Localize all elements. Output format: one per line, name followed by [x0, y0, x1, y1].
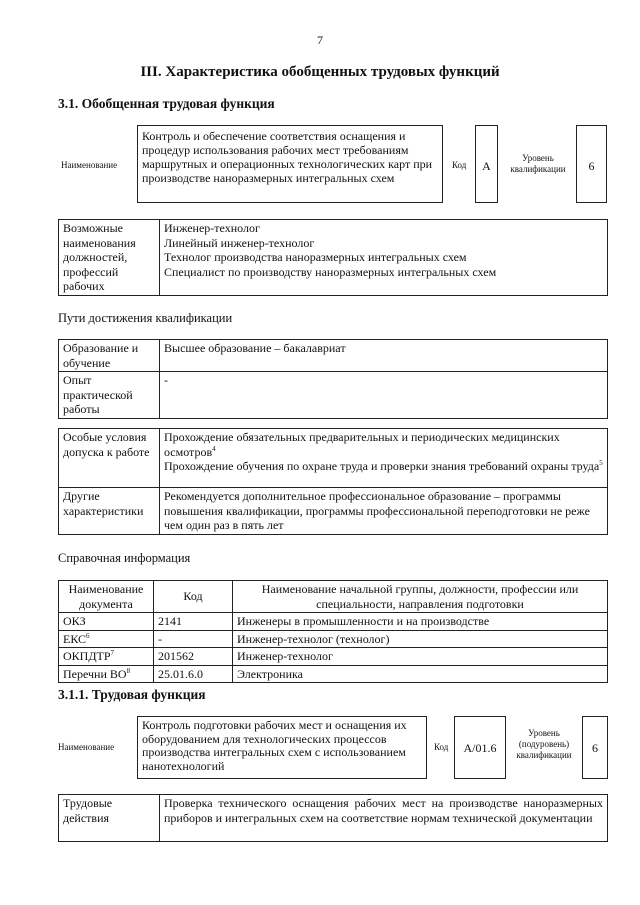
- gtf-level-value: 6: [576, 125, 607, 203]
- actions-value: Проверка технического оснащения рабочих мест на производстве наноразмерных приборов и интегральных схем на соответствие нормам технической документации: [160, 795, 608, 842]
- tf-level-label: Уровень (подуровень) квалификации: [516, 728, 572, 760]
- other-characteristics-label: Другие характеристики: [59, 488, 160, 535]
- actions-label: Трудовые действия: [59, 795, 160, 842]
- gtf-name-label: Наименование: [61, 160, 118, 170]
- ref-name: Электроника: [233, 665, 608, 683]
- ref-name: Инженеры в промышленности и на производстве: [233, 613, 608, 631]
- footnote-7: 7: [110, 649, 115, 657]
- footnote-6: 6: [86, 631, 90, 640]
- position-item: Технолог производства наноразмерных интегральных схем: [164, 250, 467, 264]
- position-item: Инженер-технолог: [164, 221, 260, 235]
- tf-code-label: Код: [434, 742, 449, 752]
- footnote-5: 5: [599, 459, 603, 467]
- table-row: [59, 613, 608, 631]
- special-line-2: Прохождение обучения по охране труда и проверки знания требований охраны труда: [164, 459, 600, 473]
- gtf-code-label: Код: [452, 160, 467, 170]
- position-item: Линейный инженер-технолог: [164, 235, 315, 250]
- ref-code: -: [154, 630, 233, 648]
- ref-col-name: Наименование начальной группы, должности, профессии или специальности, направления подготовки: [233, 581, 608, 613]
- ref-col-code: Код: [154, 581, 233, 613]
- footnote-8: 8: [126, 666, 131, 675]
- actions-table: [58, 794, 608, 842]
- footnote-4: 4: [212, 444, 216, 453]
- reference-table: [58, 580, 608, 683]
- gtf-code-value: А: [475, 125, 498, 203]
- special-conditions-label: Особые условия допуска к работе: [59, 429, 160, 488]
- paths-table: [58, 339, 608, 419]
- special-conditions-value: [160, 429, 608, 488]
- ref-code: 25.01.6.0: [154, 665, 233, 683]
- ref-doc: ОКЗ: [63, 614, 86, 628]
- education-label: Образование и обучение: [59, 340, 160, 372]
- ref-doc: Перечни ВО: [63, 666, 127, 681]
- table-row: [59, 630, 608, 648]
- ref-doc: ЕКС: [63, 631, 87, 646]
- ref-doc: ОКПДТР: [63, 649, 111, 663]
- table-row: [59, 648, 608, 666]
- paths-heading: Пути достижения квалификации: [58, 311, 233, 325]
- positions-label: Возможные наименования должностей, профессий рабочих: [59, 220, 160, 296]
- tf-name-value: Контроль подготовки рабочих мест и оснащения их оборудованием для технологических процессов производства интегральных схем с использованием нанотехнологий: [137, 716, 427, 779]
- tf-heading: 3.1.1. Трудовая функция: [58, 687, 206, 702]
- experience-label: Опыт практической работы: [59, 372, 160, 419]
- ref-code: 2141: [154, 613, 233, 631]
- tf-name-label: Наименование: [58, 742, 115, 752]
- tf-level-value: 6: [582, 716, 608, 779]
- gtf-name-value: Контроль и обеспечение соответствия оснащения и процедур использования рабочих мест требованиям маршрутных и операционных технологических карт при производстве наноразмерных интегральных схем: [137, 125, 443, 203]
- gtf-level-label: Уровень квалификации: [510, 153, 566, 174]
- page-number: 7: [317, 33, 323, 47]
- table-row: [59, 665, 608, 683]
- conditions-table: [58, 428, 608, 535]
- reference-heading: Справочная информация: [58, 551, 191, 565]
- ref-name: Инженер-технолог: [233, 648, 608, 666]
- special-line-1: Прохождение обязательных предварительных и периодических медицинских осмотров: [164, 430, 560, 459]
- experience-value: -: [160, 372, 608, 419]
- ref-code: 201562: [154, 648, 233, 666]
- section-title: III. Характеристика обобщенных трудовых функций: [140, 64, 500, 80]
- education-value: Высшее образование – бакалавриат: [160, 340, 608, 372]
- ref-col-doc: Наименование документа: [59, 581, 154, 613]
- positions-list: [160, 220, 608, 296]
- ref-name: Инженер-технолог (технолог): [233, 630, 608, 648]
- positions-table: [58, 219, 608, 296]
- position-item: Специалист по производству наноразмерных интегральных схем: [164, 264, 497, 279]
- gtf-heading: 3.1. Обобщенная трудовая функция: [58, 96, 275, 111]
- tf-code-value: A/01.6: [454, 716, 506, 779]
- other-characteristics-value: Рекомендуется дополнительное профессиональное образование – программы повышения квалификации, программы профессиональной переподготовки не реже чем один раз в пять лет: [160, 488, 608, 535]
